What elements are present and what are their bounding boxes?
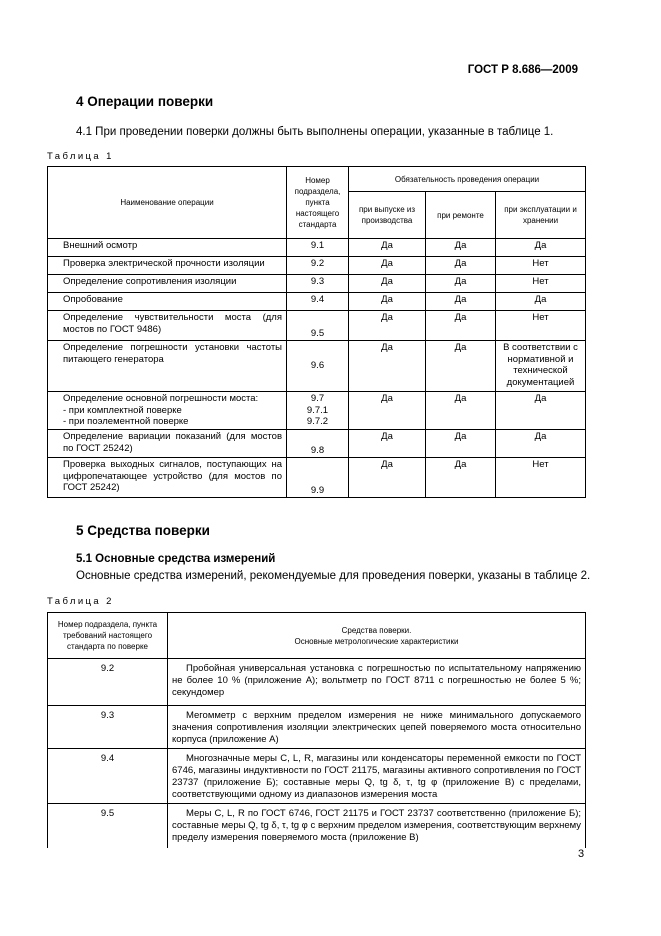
op-number: 9.9 bbox=[287, 458, 349, 498]
op-repair: Да bbox=[426, 275, 496, 293]
op-repair: Да bbox=[426, 392, 496, 430]
section-5-1-title: 5.1 Основные средства измерений bbox=[76, 553, 276, 565]
header-means-line: Средства поверки. bbox=[341, 625, 412, 635]
header-obligation: Обязательность проведения операции bbox=[349, 167, 586, 192]
table-row bbox=[48, 293, 586, 311]
op-operation: Нет bbox=[496, 275, 586, 293]
table-row bbox=[48, 804, 586, 848]
op-name: Определение погрешности установки частоты питающего генератора bbox=[48, 341, 287, 392]
means-text: Пробойная универсальная установка с погрешностью по испытательному напряжению не более 10 % (приложение А); вольтметр по ГОСТ 8711 с погрешностью не более 5 %; секундомер bbox=[168, 659, 586, 706]
means-number: 9.3 bbox=[48, 706, 168, 749]
op-number: 9.6 bbox=[287, 341, 349, 392]
op-release: Да bbox=[349, 430, 426, 458]
means-number: 9.5 bbox=[48, 804, 168, 848]
header-means-line: Основные метрологические характеристики bbox=[294, 636, 459, 646]
table-row bbox=[48, 275, 586, 293]
header-repair: при ремонте bbox=[426, 192, 496, 239]
op-number-sub: 9.7.1 bbox=[306, 404, 329, 416]
header-means bbox=[168, 613, 586, 659]
op-repair: Да bbox=[426, 311, 496, 341]
op-repair: Да bbox=[426, 293, 496, 311]
table-row bbox=[48, 239, 586, 257]
table-1-caption: Таблица 1 bbox=[47, 151, 114, 162]
table-row bbox=[48, 341, 586, 392]
op-repair: Да bbox=[426, 257, 496, 275]
op-name: Определение вариации показаний (для мостов по ГОСТ 25242) bbox=[48, 430, 287, 458]
op-name bbox=[48, 392, 287, 430]
op-repair: Да bbox=[426, 239, 496, 257]
means-text: Многозначные меры C, L, R, магазины или конденсаторы переменной емкости по ГОСТ 6746, магазины индуктивности по ГОСТ 21175, магазины активного сопротивления по ГОСТ 23737 (приложение Б); составные меры Q, tg δ, τ, tg φ (приложение В) с пределами, соответствующими одному из диапазонов измерения моста bbox=[168, 749, 586, 804]
means-text: Мегомметр с верхним пределом измерения не ниже минимального допускаемого значения сопротивления изоляции электрических цепей поверяемого моста относительно корпуса (приложение А) bbox=[168, 706, 586, 749]
op-release: Да bbox=[349, 458, 426, 498]
op-operation: Нет bbox=[496, 458, 586, 498]
section-5-intro: Основные средства измерений, рекомендуемые для проведения поверки, указаны в таблице 2. bbox=[76, 570, 591, 582]
op-release: Да bbox=[349, 293, 426, 311]
table-row bbox=[48, 392, 586, 430]
op-name-sub: - при комплектной поверке bbox=[63, 404, 182, 416]
op-number: 9.5 bbox=[287, 311, 349, 341]
table-row bbox=[48, 430, 586, 458]
op-operation: Нет bbox=[496, 311, 586, 341]
section-4-title: 4 Операции поверки bbox=[76, 94, 214, 109]
standard-designation: ГОСТ Р 8.686—2009 bbox=[467, 64, 578, 76]
op-release: Да bbox=[349, 257, 426, 275]
op-operation: Да bbox=[496, 293, 586, 311]
header-operation-name: Наименование операции bbox=[48, 167, 287, 239]
op-release: Да bbox=[349, 311, 426, 341]
table-row bbox=[48, 311, 586, 341]
op-number: 9.3 bbox=[287, 275, 349, 293]
means-text: Меры C, L, R по ГОСТ 6746, ГОСТ 21175 и ГОСТ 23737 соответственно (приложение Б); составные меры Q, tg δ, τ, tg φ с верхним пределом измерения, соответствующим верхнему пределу измерения поверяемого моста (приложение В) bbox=[168, 804, 586, 848]
op-name: Опробование bbox=[48, 293, 287, 311]
op-number: 9.2 bbox=[287, 257, 349, 275]
op-release: Да bbox=[349, 392, 426, 430]
table-row bbox=[48, 659, 586, 706]
op-repair: Да bbox=[426, 458, 496, 498]
op-release: Да bbox=[349, 341, 426, 392]
op-name: Проверка электрической прочности изоляции bbox=[48, 257, 287, 275]
op-operation: Да bbox=[496, 392, 586, 430]
op-number-sub: 9.7.2 bbox=[306, 416, 329, 427]
means-number: 9.2 bbox=[48, 659, 168, 706]
section-5-title: 5 Средства поверки bbox=[76, 523, 210, 538]
op-number: 9.1 bbox=[287, 239, 349, 257]
op-name-sub: - при поэлементной поверке bbox=[63, 416, 189, 427]
table-row bbox=[48, 257, 586, 275]
header-section-number: Номер подраздела, пункта настоящего стандарта bbox=[287, 167, 349, 239]
op-number bbox=[287, 392, 349, 430]
table-row bbox=[48, 749, 586, 804]
header-requirement-number: Номер подраздела, пункта требований настоящего стандарта по поверке bbox=[48, 613, 168, 659]
op-repair: Да bbox=[426, 430, 496, 458]
op-name-main: Определение основной погрешности моста: bbox=[63, 393, 259, 404]
op-name: Определение чувствительности моста (для мостов по ГОСТ 9486) bbox=[48, 311, 287, 341]
op-number: 9.4 bbox=[287, 293, 349, 311]
op-operation: В соответствии с нормативной и технической документацией bbox=[496, 341, 586, 392]
op-name: Проверка выходных сигналов, поступающих на цифропечатающее устройство (для мостов по ГОСТ 25242) bbox=[48, 458, 287, 498]
table-2-caption: Таблица 2 bbox=[47, 596, 114, 607]
op-repair: Да bbox=[426, 341, 496, 392]
header-release: при выпуске из производства bbox=[349, 192, 426, 239]
op-name: Внешний осмотр bbox=[48, 239, 287, 257]
means-number: 9.4 bbox=[48, 749, 168, 804]
op-number: 9.8 bbox=[287, 430, 349, 458]
op-release: Да bbox=[349, 239, 426, 257]
op-operation: Да bbox=[496, 430, 586, 458]
verification-means-table bbox=[47, 612, 586, 848]
operations-table bbox=[47, 166, 586, 498]
op-release: Да bbox=[349, 275, 426, 293]
op-operation: Нет bbox=[496, 257, 586, 275]
op-number-main: 9.7 bbox=[310, 393, 325, 404]
page-number: 3 bbox=[578, 848, 585, 860]
table-row bbox=[48, 706, 586, 749]
section-4-intro: 4.1 При проведении поверки должны быть выполнены операции, указанные в таблице 1. bbox=[76, 126, 554, 138]
op-operation: Да bbox=[496, 239, 586, 257]
op-name: Определение сопротивления изоляции bbox=[48, 275, 287, 293]
header-operation: при эксплуатации и хранении bbox=[496, 192, 586, 239]
table-row bbox=[48, 458, 586, 498]
